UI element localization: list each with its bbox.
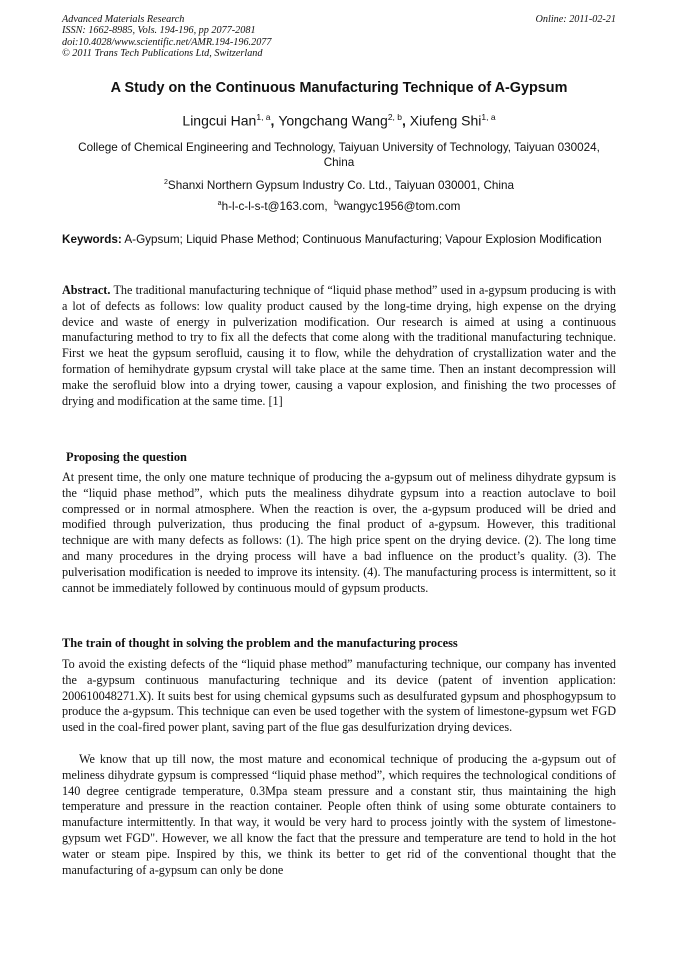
- abstract: [62, 283, 616, 409]
- body-paragraph: At present time, the only one mature technique of producing the a-gypsum out of meliness dihydrate gypsum is the “liquid phase method”, which puts the mealiness dihydrate gypsum into a reaction autoclave to boil compressed or in normal atmosphere. When the reaction is over, the a-gypsum produced will be dried and modified through pulverization, thus producing the final product of a-gypsum. However, this traditional technique are with many defects as follows: (1). The high price spent on the drying device. (2). The long time and many procedures in the drying process will have a bad influence on the product’s quality. (3). The pulverisation modification is needed to improve its intensity. (4). The manufacturing process is intermittent, so it cannot be immediately followed by continuous mould of gypsum products.: [62, 470, 616, 595]
- affiliation-1: College of Chemical Engineering and Technology, Taiyuan University of Technology, Taiyuan 030024, China: [78, 141, 600, 169]
- affiliation-2: [62, 176, 616, 193]
- keywords: [62, 233, 616, 248]
- author-affiliation-mark: 1, a: [256, 112, 271, 122]
- affiliation-2-text: Shanxi Northern Gypsum Industry Co. Ltd., Taiyuan 030001, China: [167, 178, 514, 192]
- email-mark: b: [334, 200, 339, 207]
- section-heading: The train of thought in solving the problem and the manufacturing process: [62, 636, 458, 650]
- email-mark: a: [217, 200, 222, 207]
- affiliation-mark: 2: [164, 179, 168, 186]
- abstract-label: Abstract.: [62, 283, 111, 297]
- email-link[interactable]: h-l-c-l-s-t@163.com,: [221, 199, 328, 213]
- section-heading: Proposing the question: [66, 450, 187, 464]
- author-name: Yongchang Wang: [278, 112, 388, 129]
- email-link[interactable]: wangyc1956@tom.com: [338, 199, 461, 213]
- issn-line: ISSN: 1662-8985, Vols. 194-196, pp 2077-2081: [62, 25, 256, 37]
- doi-line[interactable]: doi:10.4028/www.scientific.net/AMR.194-196.2077: [62, 36, 272, 48]
- author-name: Lingcui Han: [182, 112, 257, 129]
- copyright-line: © 2011 Trans Tech Publications Ltd, Switzerland: [62, 48, 263, 60]
- journal-name: Advanced Materials Research: [62, 14, 185, 25]
- body-paragraph: We know that up till now, the most mature and economical technique of producing the a-gypsum out of meliness dihydrate gypsum is compressed “liquid phase method”, which requires the technological conditions of 140 degree centigrade temperature, 0.3Mpa steam pressure and a constant stir, thus maintaining the high temperature and pressure in the reaction container. People often think of using some obturate containers to manufacture intermittently. In that way, it would be very hard to process jointly with the system of limestone-gypsum wet FGD". However, we all know the fact that the pressure and temperature are tend to hold in the hot water or steam pipe. Inspired by this, we think its better to get rid of the conventional thought that the manufacturing of a-gypsum can only be done: [62, 752, 616, 877]
- body-paragraph: To avoid the existing defects of the “liquid phase method” manufacturing technique, our company has invented the a-gypsum continuous manufacturing technique and its device (patent of invention application: 200610048271.X). It suits best for using chemical gypsums such as desulfurated gypsum and phosphogypsum to produce the a-gypsum. This technique can even be used together with the system of limestone-gypsum wet FGD used in the coal-fired power plant, saving part of the flue gas desulfurization drying devices.: [62, 657, 616, 735]
- journal-header: [62, 14, 616, 60]
- abstract-text: The traditional manufacturing technique of “liquid phase method” used in a-gypsum producing is with a lot of defects as follows: low quality product caused by the long-time drying, high expense on the drying device and waste of energy in pulverization modification. Our research is aimed at using a continuous manufacturing method to try to fix all the defects that come along with the traditional manufacturing technique. First we heat the gypsum serofluid, causing it to flow, while the dehydration of crystallization water and the formation of hemihydrate gypsum crystal will take place at the same time. Then an instant decompression will make the serofluid blow into a drying tower, causing a vapour explosion, and finishing the two processes of drying and modification at the same time. [1]: [62, 283, 616, 408]
- online-date: Online: 2011-02-21: [535, 14, 616, 25]
- author-emails: [62, 197, 616, 214]
- author-name: Xiufeng Shi: [409, 112, 482, 129]
- author-list: Lingcui Han$^{1, a}$, Yongchang Wang$^{2, b}$, Xiufeng Shi$^{1, a}$: [182, 112, 496, 129]
- keywords-label: Keywords:: [62, 233, 122, 246]
- author-affiliation-mark: 2, b: [387, 112, 402, 122]
- keywords-text: A-Gypsum; Liquid Phase Method; Continuous Manufacturing; Vapour Explosion Modification: [124, 233, 602, 246]
- author-affiliation-mark: 1, a: [481, 112, 496, 122]
- paper-title: A Study on the Continuous Manufacturing Technique of A-Gypsum: [110, 80, 568, 96]
